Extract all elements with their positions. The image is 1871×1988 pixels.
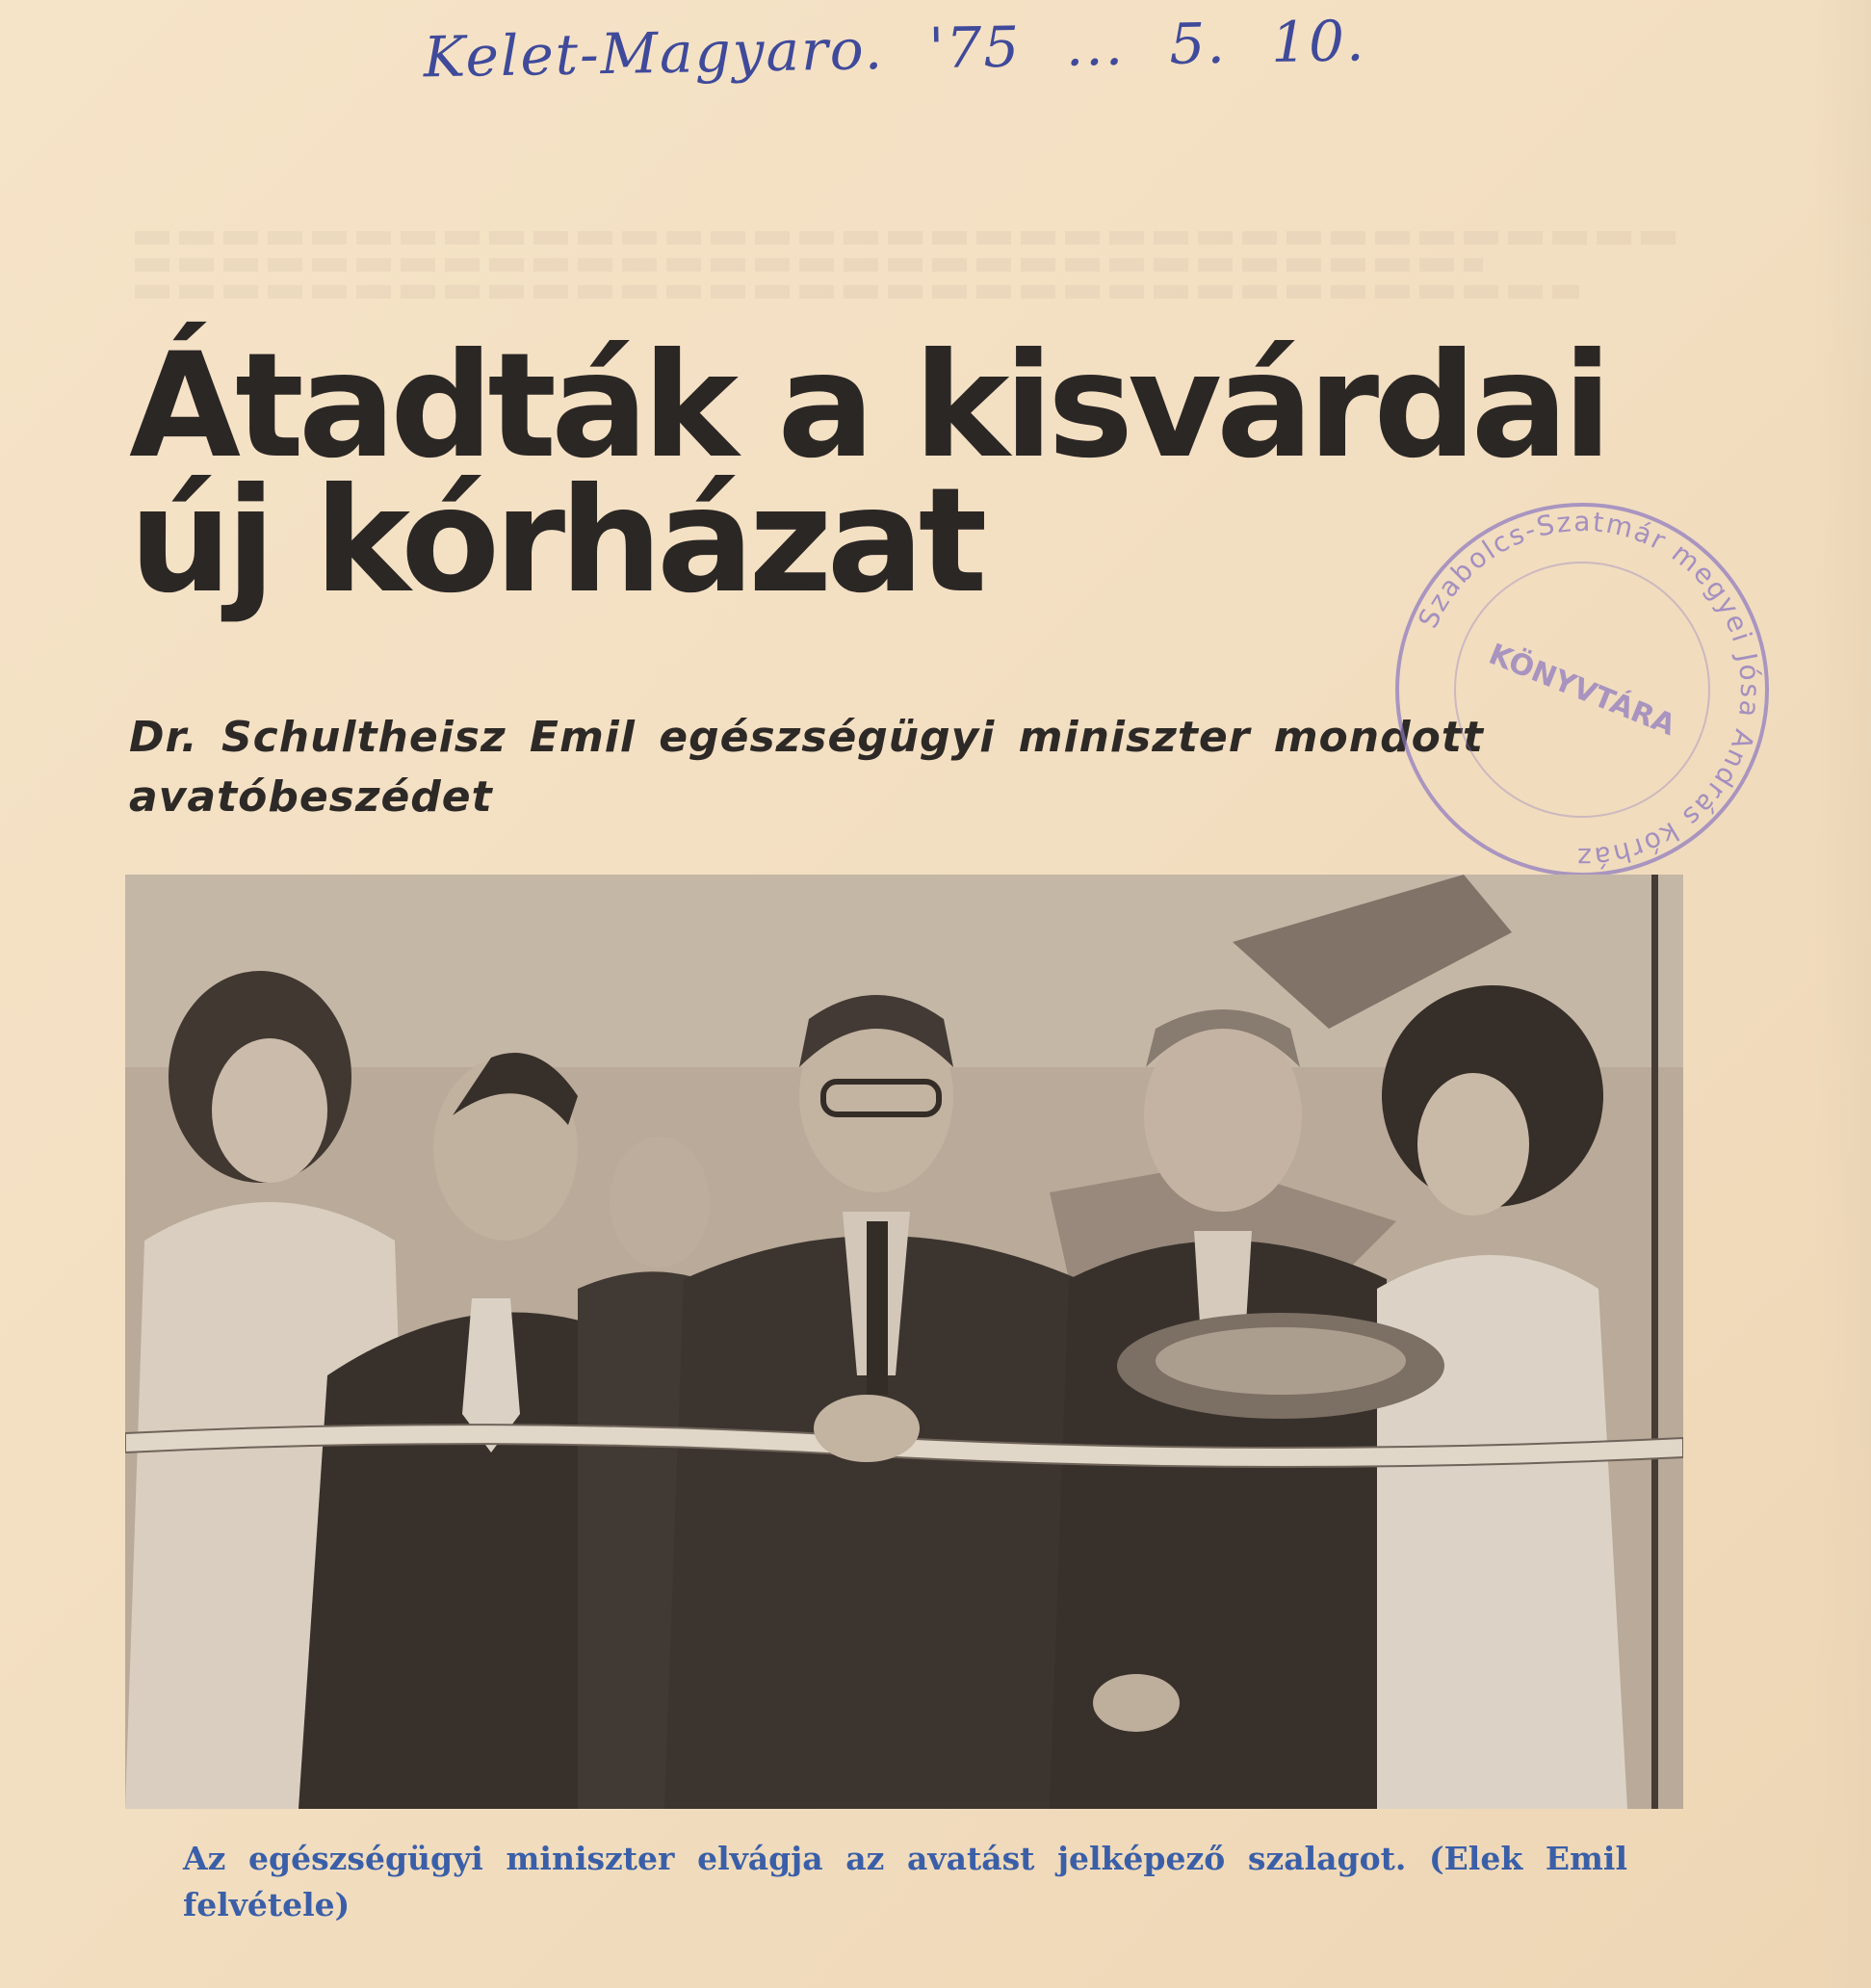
ribbon-cutting-photo [125, 875, 1683, 1809]
stamp-inner-text: KÖNYVTÁRA [1484, 637, 1680, 744]
news-photo [125, 875, 1683, 1809]
headline-line-2: új kórházat [129, 458, 982, 625]
bleed-through-text [135, 285, 1579, 299]
photo-caption: Az egészségügyi miniszter elvágja az avatást jelképező szalagot. (Elek Emil felvétele) [183, 1840, 1627, 1923]
headline-line-1: Átadták a kisvárdai [129, 323, 1607, 490]
subheadline: Dr. Schultheisz Emil egészségügyi miniszter mondott avatóbeszédet [129, 713, 1484, 822]
paper-edge-shadow [1813, 0, 1871, 1988]
handwritten-note: Kelet-Magyaro. '75 ... 5. 10. [423, 8, 1366, 91]
bleed-through-text [135, 258, 1483, 272]
bleed-through-text [135, 231, 1676, 245]
stamp-outer-text: Szabolcs-Szatmár megyei Jósa András kórház [1412, 505, 1767, 875]
